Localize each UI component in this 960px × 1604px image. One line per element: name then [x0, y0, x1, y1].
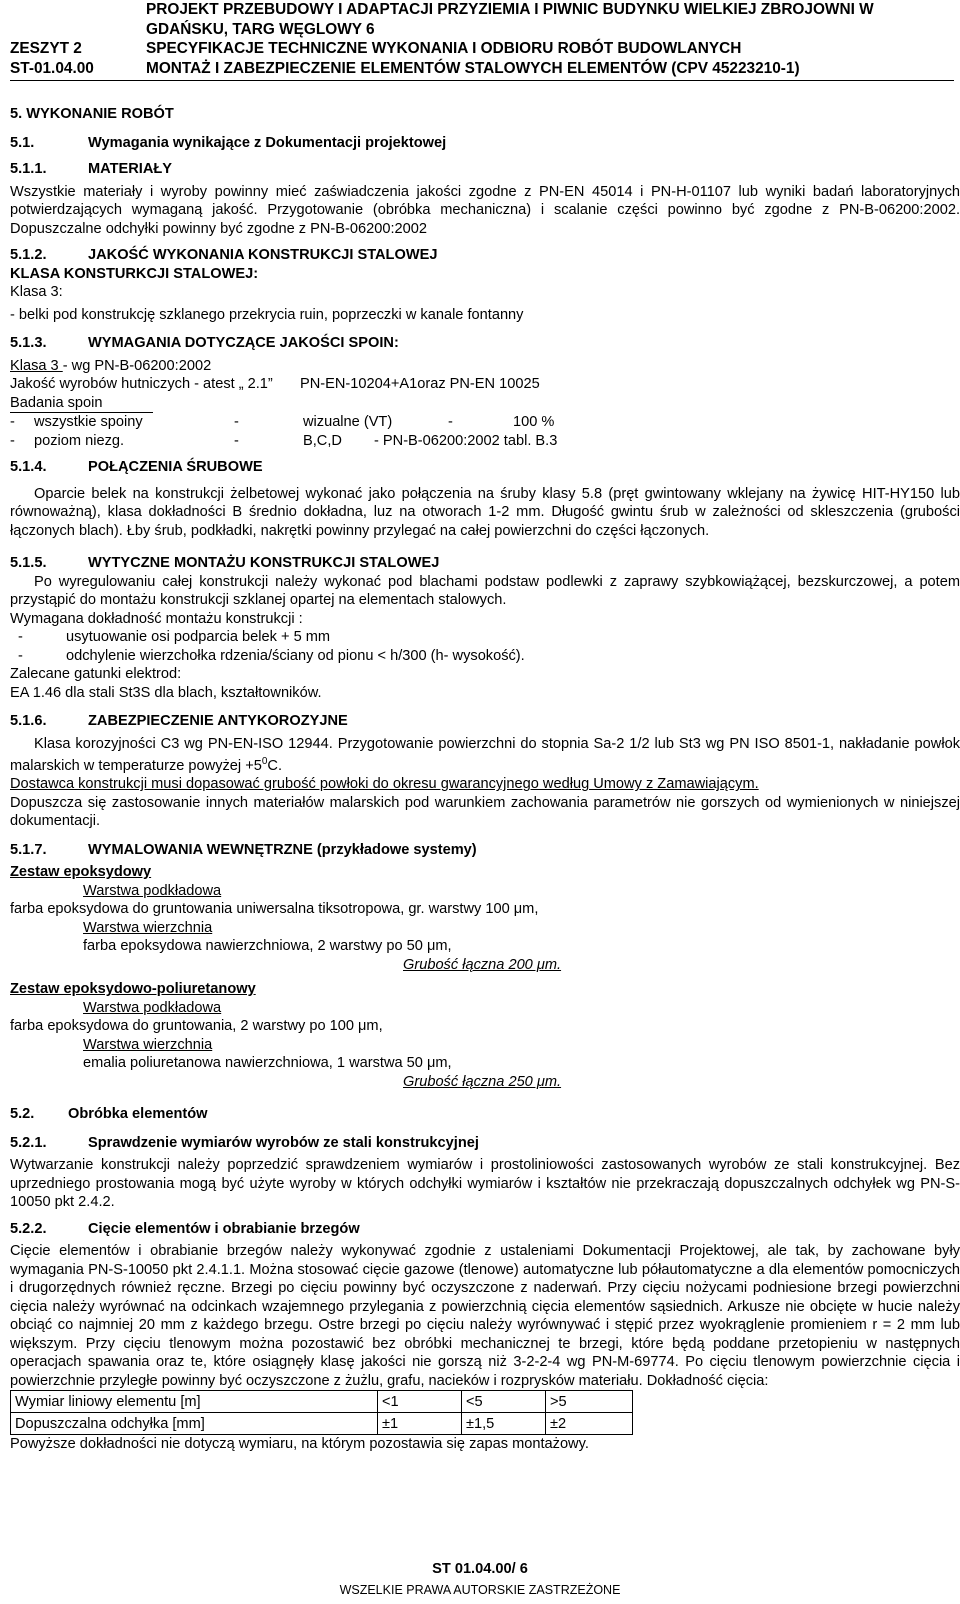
- section-5-1-5-heading: [10, 554, 960, 573]
- table-row: [11, 1391, 633, 1413]
- section-5-2-1-heading: [10, 1134, 960, 1153]
- section-number: 5.2.2.: [10, 1220, 47, 1237]
- primer-layer-label: Warstwa podkładowa: [83, 999, 222, 1016]
- primer-layer-label: Warstwa podkładowa: [83, 882, 222, 899]
- weld-test-cell: -: [10, 432, 15, 449]
- section-number: 5.1.3.: [10, 335, 47, 351]
- primer-layer-text: farba epoksydowa do gruntowania, 2 warstwy po 100 μm,: [10, 1018, 383, 1035]
- steel-quality-line: [10, 375, 960, 394]
- section-5-1-7-heading: [10, 841, 960, 860]
- section-title: Sprawdzenie wymiarów wyrobów ze stali konstrukcyjnej: [88, 1134, 479, 1151]
- assembly-item-text: odchylenie wierzchołka rdzenia/ściany od pionu < h/300 (h- wysokość).: [66, 647, 525, 664]
- steel-class: Klasa 3:: [10, 284, 63, 300]
- cutting-accuracy-table: [10, 1390, 633, 1435]
- weld-test-cell: 100 %: [513, 414, 555, 430]
- assembly-item: - odchylenie wierzchołka rdzenia/ściany od pionu < h/300 (h- wysokość).: [18, 647, 525, 664]
- supplier-note: Dostawca konstrukcji musi dopasować grubość powłoki do okresu gwarancyjnego według Umowy z Zamawiającym.: [10, 776, 759, 793]
- document-page: [10, 0, 960, 1454]
- section-number: 5.1.6.: [10, 713, 47, 729]
- page-number: ST 01.04.00/ 6: [432, 1561, 528, 1577]
- section-number: 5.1.2.: [10, 247, 47, 263]
- steel-class-heading: KLASA KONSTURKCJI STALOWEJ:: [10, 265, 259, 282]
- section-title: Obróbka elementów: [68, 1106, 208, 1123]
- section-5-heading: 5. WYKONANIE ROBÓT: [10, 106, 174, 122]
- cutting-paragraph: Cięcie elementów i obrabianie brzegów należy wykonywać zgodnie z ustaleniami Dokumentacji Projektowej, ale tak, by zachowane były wymagania PN-S-10050 pkt 2.4.1.1. Można stosować cięcie gazowe (tlenowe) automatyczne lub półautomatyczne a dla elementów pomocniczych i drugorzędnych również ręczne. Brzegi po cięciu powinny być oczyszczone z naderwań. Przy cięciu nożycami podniesione brzegi powierzchni cięcia należy wyrównać na odcinkach wzajemnego przylegania z powierzchnią cięcia elementów sąsiednich. Arkusze nie obcięte w hucie należy obciąć co najmniej 20 mm z każdego brzegu. Ostre brzegi po cięciu należy wyrównywać i stępić przez wyokrąglenie promieniem r = 2 mm lub większym. Przy cięciu tlenowym można pozostawić bez obróbki mechanicznej te brzegi, które będą poddane przetopieniu w następnych operacjach spawania oraz te, które osiągnęły klasę jakości nie gorszą niż 3-2-2-4 wg PN-M-69774. Po cięciu tlenowym powierzchnie cięcia i powierzchnie przyległe powinny być oczyszczone z żużlu, grafu, nacieków i rozprysków materiału. Dokładność cięcia:: [10, 1243, 960, 1389]
- primer-layer-text: farba epoksydowa do gruntowania uniwersalna tiksotropowa, gr. warstwy 100 μm,: [10, 901, 539, 918]
- copyright-notice: WSZELKIE PRAWA AUTORSKIE ZASTRZEŻONE: [339, 1583, 621, 1597]
- section-5-2-2-heading: [10, 1220, 960, 1239]
- steel-quality-norm: PN-EN-10204+A1oraz PN-EN 10025: [300, 376, 540, 392]
- section-5-1-1-heading: [10, 160, 960, 179]
- header-spec-code: ST-01.04.00: [10, 59, 94, 77]
- weld-test-cell: -: [448, 414, 453, 430]
- section-title: POŁĄCZENIA ŚRUBOWE: [88, 459, 263, 475]
- weld-test-row: [10, 432, 960, 451]
- bolted-connections-paragraph: Oparcie belek na konstrukcji żelbetowej wykonać jako połączenia na śruby klasy 5.8 (pręt gwintowany wklejany na żywicę HIT-HY150 lub równoważną), klasa dokładności B średnio dokładna, luz na otworach 1-2 mm. Długość gwintu śrub w zależności od skleszczenia (grubości łączonych blach). Łby śrub, podkładki, nakrętki powinny przylegać na całej powierzchni do części łączonych.: [10, 485, 960, 539]
- section-5-2-heading: [10, 1105, 960, 1124]
- weld-class: Klasa 3: [10, 357, 63, 374]
- alternative-paint-paragraph: Dopuszcza się zastosowanie innych materiałów malarskich pod warunkiem zachowania parametrów nie gorszych od wymienionych w niniejszej dokumentacji.: [10, 794, 960, 830]
- header-project-address: GDAŃSKU, TARG WĘGLOWY 6: [146, 20, 375, 38]
- paint-set-epoxy: Zestaw epoksydowy: [10, 864, 152, 881]
- section-title: WYTYCZNE MONTAŻU KONSTRUKCJI STALOWEJ: [88, 555, 440, 571]
- materials-paragraph: Wszystkie materiały i wyroby powinny mieć zaświadczenia jakości zgodne z PN-EN 45014 i PN-H-01107 lub wyniki badań laboratoryjnych potwierdzających wymaganą jakość. Przygotowanie (obróbka mechaniczna) i scalanie części powinno być zgodne z PN-B-06200:2002. Dopuszczalne odchyłki powinny być zgodne z PN-B-06200:2002: [10, 183, 960, 237]
- top-layer-text: farba epoksydowa nawierzchniowa, 2 warstwy po 50 μm,: [83, 938, 452, 955]
- table-cell: Dopuszczalna odchyłka [mm]: [11, 1413, 378, 1435]
- header-project-title: PROJEKT PRZEBUDOWY I ADAPTACJI PRZYZIEMIA I PIWNIC BUDYNKU WIELKIEJ ZBROJOWNI W: [146, 1, 874, 18]
- corrosion-paragraph: [10, 735, 960, 776]
- table-cell: <5: [462, 1391, 546, 1413]
- steel-class-beams: - belki pod konstrukcję szklanego przekrycia ruin, poprzeczki w kanale fontanny: [10, 306, 524, 323]
- section-number: 5.1.7.: [10, 841, 47, 858]
- section-title: WYMAGANIA DOTYCZĄCE JAKOŚCI SPOIN:: [88, 335, 399, 351]
- table-cell: Wymiar liniowy elementu [m]: [11, 1391, 378, 1413]
- total-thickness: Grubość łączna 250 μm.: [403, 1073, 562, 1090]
- section-5-1-3-heading: [10, 334, 960, 353]
- degree-superscript: 0: [261, 756, 268, 767]
- section-5-1-4-heading: [10, 458, 960, 477]
- assembly-item-text: usytuowanie osi podparcia belek + 5 mm: [66, 629, 331, 645]
- weld-test-cell: -: [234, 432, 239, 449]
- total-thickness: Grubość łączna 200 μm.: [403, 956, 562, 973]
- weld-test-cell: wszystkie spoiny: [34, 414, 143, 430]
- weld-test-cell: poziom niezg.: [34, 432, 125, 449]
- weld-class-norm: - wg PN-B-06200:2002: [62, 357, 212, 374]
- section-number: 5.2.1.: [10, 1134, 47, 1151]
- table-cell: <1: [378, 1391, 462, 1413]
- weld-test-cell: -: [10, 414, 15, 430]
- weld-tests-list: [10, 413, 960, 450]
- top-layer-label: Warstwa wierzchnia: [83, 1036, 213, 1053]
- corrosion-text-end: C.: [267, 757, 282, 774]
- assembly-item: - usytuowanie osi podparcia belek + 5 mm: [18, 629, 331, 645]
- top-layer-label: Warstwa wierzchnia: [83, 919, 213, 936]
- section-title: ZABEZPIECZENIE ANTYKOROZYJNE: [88, 713, 348, 729]
- weld-test-cell: -: [234, 414, 239, 430]
- weld-test-cell: - PN-B-06200:2002 tabl. B.3: [374, 432, 558, 449]
- section-number: 5.1.4.: [10, 459, 47, 475]
- header-spec-subject: MONTAŻ I ZABEZPIECZENIE ELEMENTÓW STALOWYCH ELEMENTÓW (CPV 45223210-1): [146, 59, 800, 77]
- weld-class-line: [10, 357, 960, 376]
- section-number: 5.2.: [10, 1106, 35, 1123]
- section-number: 5.1.1.: [10, 161, 47, 177]
- document-header: [10, 0, 960, 81]
- section-number: 5.1.: [10, 134, 35, 151]
- section-5-1-2-heading: [10, 246, 960, 265]
- table-cell: ±2: [546, 1413, 633, 1435]
- section-number: 5.1.5.: [10, 555, 47, 571]
- corrosion-text: Klasa korozyjności C3 wg PN-EN-ISO 12944. Przygotowanie powierzchni do stopnia Sa-2 1/2 lub St3 wg PN ISO 8501-1, nakładanie powłok malarskich w temperaturze powyżej +5: [10, 735, 960, 774]
- section-title: Wymagania wynikające z Dokumentacji projektowej: [88, 134, 447, 151]
- table-cell: >5: [546, 1391, 633, 1413]
- tolerance-note: Powyższe dokładności nie dotyczą wymiaru, na którym pozostawia się zapas montażowy.: [10, 1436, 589, 1453]
- weld-test-cell: wizualne (VT): [303, 414, 393, 430]
- header-volume: ZESZYT 2: [10, 40, 82, 57]
- section-title: MATERIAŁY: [88, 161, 173, 177]
- section-5-1-6-heading: [10, 712, 960, 731]
- top-layer-text: emalia poliuretanowa nawierzchniowa, 1 warstwa 50 μm,: [83, 1055, 452, 1072]
- weld-test-cell: B,C,D: [303, 432, 342, 449]
- section-title: WYMALOWANIA WEWNĘTRZNE (przykładowe systemy): [88, 841, 477, 858]
- dimension-check-paragraph: Wytwarzanie konstrukcji należy poprzedzić sprawdzeniem wymiarów i prostoliniowości zastosowanych wyrobów ze stali konstrukcyjnej. Bez uprzedniego prostowania mogą być użyte wyroby w których odchyłki wymiarów i kształtów nie przekraczają dopuszczalnych odchyłek wg PN-S-10050 pkt 2.4.2.: [10, 1157, 960, 1211]
- electrodes-text: EA 1.46 dla stali St3S dla blach, kształtowników.: [10, 684, 322, 701]
- table-cell: ±1: [378, 1413, 462, 1435]
- electrodes-heading: Zalecane gatunki elektrod:: [10, 666, 182, 682]
- paint-set-epoxy-pu: Zestaw epoksydowo-poliuretanowy: [10, 981, 256, 998]
- header-spec-title: SPECYFIKACJE TECHNICZNE WYKONANIA I ODBIORU ROBÓT BUDOWLANYCH: [146, 40, 742, 57]
- table-cell: ±1,5: [462, 1413, 546, 1435]
- table-row: [11, 1413, 633, 1435]
- assembly-accuracy: Wymagana dokładność montażu konstrukcji :: [10, 610, 303, 627]
- steel-quality: Jakość wyrobów hutniczych - atest „ 2.1”: [10, 376, 273, 392]
- weld-tests: Badania spoin: [10, 394, 153, 414]
- section-title: JAKOŚĆ WYKONANIA KONSTRUKCJI STALOWEJ: [88, 247, 438, 263]
- weld-test-row: [10, 413, 960, 432]
- assembly-paragraph: Po wyregulowaniu całej konstrukcji należy wykonać pod blachami podstaw podlewki z zaprawy szybkowiążącej, bezskurczowej, a potem przystąpić do montażu konstrukcji szklanej opartej na elementach stalowych.: [10, 573, 960, 608]
- section-title: Cięcie elementów i obrabianie brzegów: [88, 1220, 360, 1237]
- section-5-1-heading: [10, 134, 960, 153]
